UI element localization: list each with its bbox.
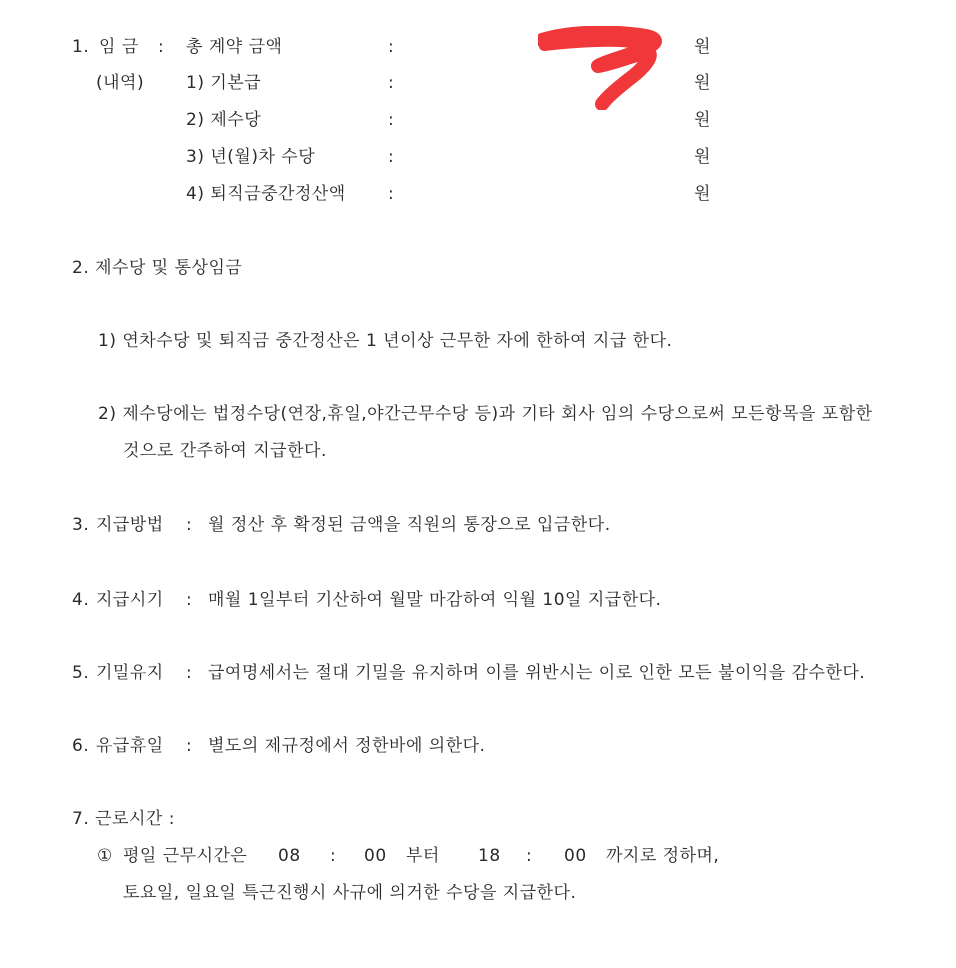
- section2-item1: 1) 연차수당 및 퇴직금 중간정산은 1 년이상 근무한 자에 한하여 지급 한다.: [98, 331, 673, 351]
- annual-leave-allowance-label: 3) 년(월)차 수당: [186, 147, 316, 167]
- base-pay-colon: :: [388, 73, 395, 93]
- allowance-colon: :: [388, 110, 395, 130]
- total-amount-partial: 0: [636, 37, 648, 57]
- total-colon: :: [388, 37, 395, 57]
- severance-settlement-currency: 원: [694, 184, 711, 204]
- total-contract-label: 총 계약 금액: [186, 37, 283, 57]
- section3-text: 월 정산 후 확정된 금액을 직원의 통장으로 입금한다.: [208, 515, 611, 535]
- weekday-hours-label: 평일 근무시간은: [123, 846, 248, 866]
- annual-leave-allowance-colon: :: [388, 147, 395, 167]
- section6-num: 6.: [72, 736, 90, 756]
- end-time-sep: :: [526, 846, 533, 866]
- section2-item2-line2: 것으로 간주하여 지급한다.: [123, 441, 327, 461]
- start-min: 00: [364, 846, 387, 866]
- wage-heading-colon: :: [158, 37, 165, 57]
- section6-text: 별도의 제규정에서 정한바에 의한다.: [208, 736, 486, 756]
- section3-colon: :: [186, 515, 193, 535]
- breakdown-label: (내역): [96, 73, 145, 93]
- section7-marker: ①: [97, 846, 113, 866]
- section4-title: 지급시기: [96, 590, 164, 610]
- severance-settlement-label: 4) 퇴직금중간정산액: [186, 184, 346, 204]
- section3-num: 3.: [72, 515, 90, 535]
- section2-item2-line1: 2) 제수당에는 법정수당(연장,휴일,야간근무수당 등)과 기타 회사 임의 수당으로써 모든항목을 포함한: [98, 404, 873, 424]
- allowance-label: 2) 제수당: [186, 110, 262, 130]
- wage-heading: 임 금: [99, 37, 139, 57]
- section4-num: 4.: [72, 590, 90, 610]
- redaction-mark: [538, 26, 678, 110]
- end-hour: 18: [478, 846, 501, 866]
- end-min: 00: [564, 846, 587, 866]
- until-label: 까지로 정하며,: [606, 846, 720, 866]
- base-pay-label: 1) 기본급: [186, 73, 262, 93]
- weekend-overtime-text: 토요일, 일요일 특근진행시 사규에 의거한 수당을 지급한다.: [123, 883, 577, 903]
- section3-title: 지급방법: [96, 515, 164, 535]
- section4-colon: :: [186, 590, 193, 610]
- section5-text: 급여명세서는 절대 기밀을 유지하며 이를 위반시는 이로 인한 모든 불이익을 감수한다.: [208, 663, 866, 683]
- start-hour: 08: [278, 846, 301, 866]
- wage-heading-num: 1.: [72, 37, 90, 57]
- section5-colon: :: [186, 663, 193, 683]
- section7-heading: 7. 근로시간 :: [72, 809, 175, 829]
- section5-num: 5.: [72, 663, 90, 683]
- annual-leave-allowance-currency: 원: [694, 147, 711, 167]
- section5-title: 기밀유지: [96, 663, 164, 683]
- severance-settlement-colon: :: [388, 184, 395, 204]
- section2-heading: 2. 제수당 및 통상임금: [72, 258, 243, 278]
- section6-colon: :: [186, 736, 193, 756]
- section4-text: 매월 1일부터 기산하여 월말 마감하여 익월 10일 지급한다.: [208, 590, 662, 610]
- allowance-currency: 원: [694, 110, 711, 130]
- from-label: 부터: [406, 846, 440, 866]
- section6-title: 유급휴일: [96, 736, 164, 756]
- base-pay-currency: 원: [694, 73, 711, 93]
- start-time-sep: :: [330, 846, 337, 866]
- total-currency: 원: [694, 37, 711, 57]
